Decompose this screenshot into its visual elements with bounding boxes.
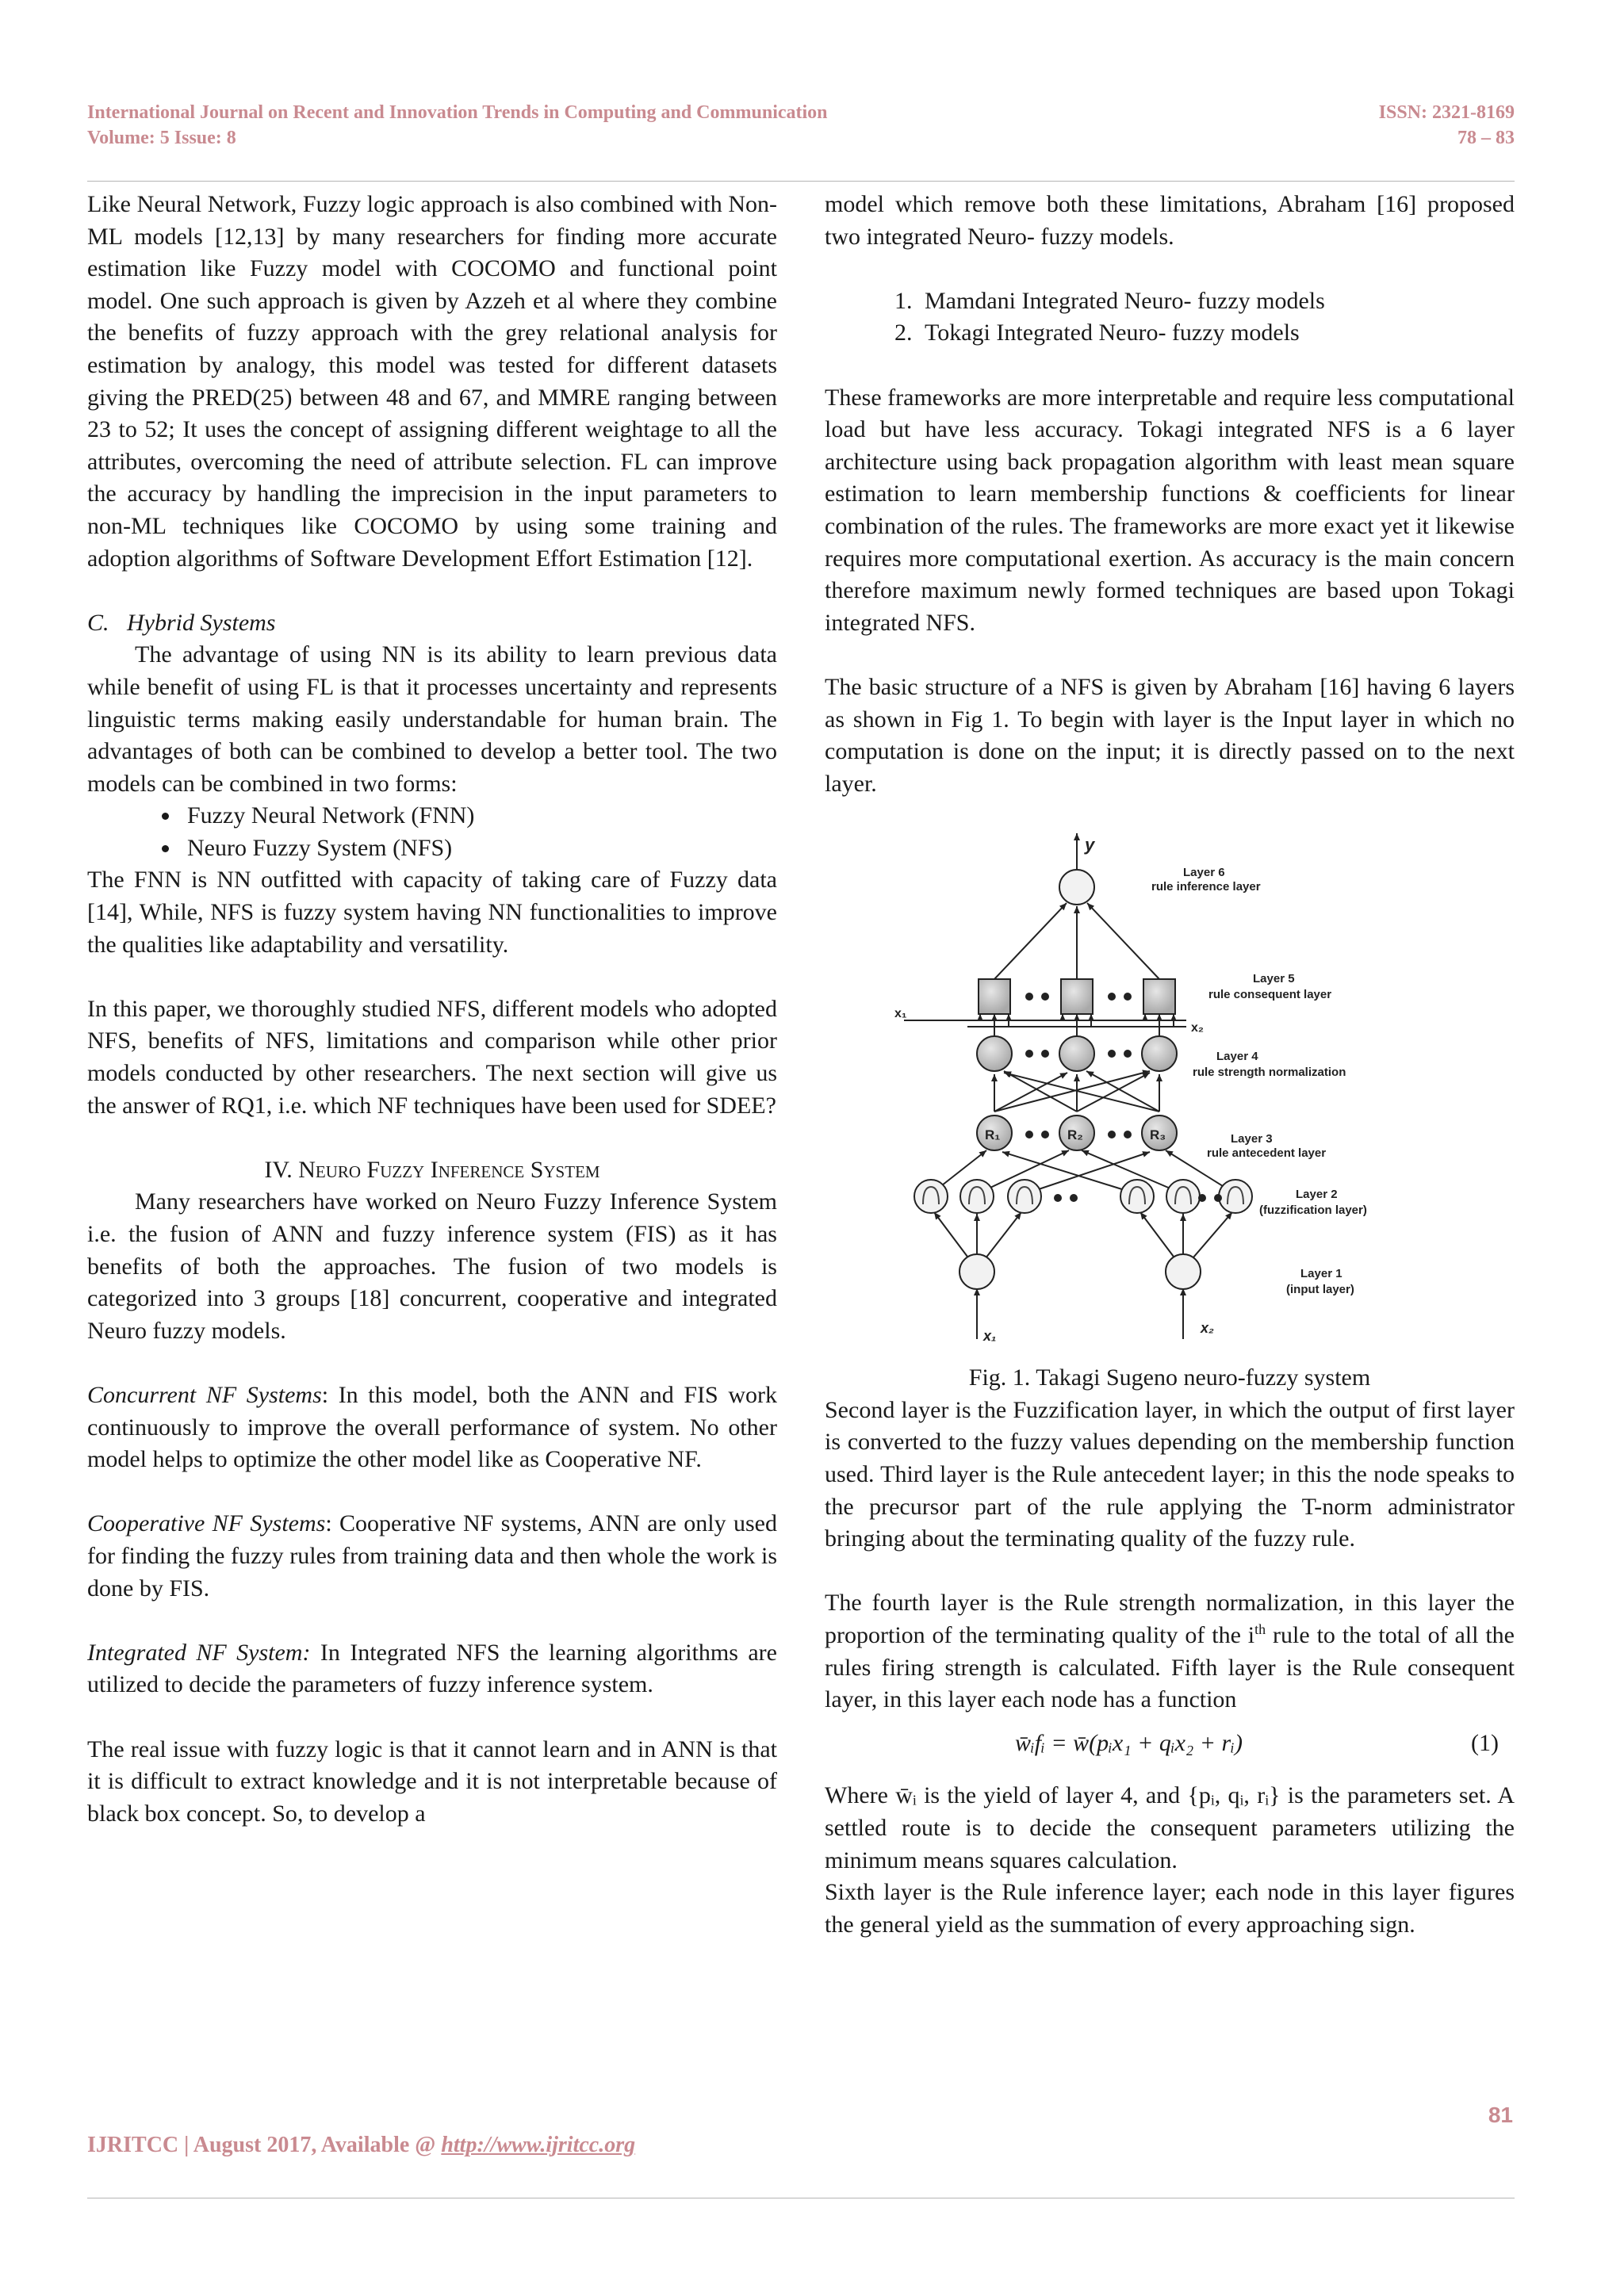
rule-label: R₁	[985, 1127, 1001, 1143]
paragraph: Integrated NF System: In Integrated NFS the learning algorithms are utilized to decide the parameters of fuzzy inference system.	[87, 1639, 777, 1698]
equation-formula: w̄ᵢfᵢ = w̄(pᵢx₁ + qᵢx₂ + rᵢ)	[1015, 1729, 1243, 1756]
page-number: 81	[1488, 2103, 1513, 2127]
list-item: 2. Tokagi Integrated Neuro- fuzzy models	[918, 317, 1515, 350]
subsection-heading: C. Hybrid Systems	[87, 609, 276, 636]
layer-title: Layer 4	[1216, 1050, 1258, 1064]
paragraph: Where w̄ᵢ is the yield of layer 4, and {pᵢ, qᵢ, rᵢ} is the parameters set. A settled route is to decide the consequent parameters utilizing the minimum means squares calculation.	[825, 1782, 1515, 1873]
layer-title: Layer 5	[1253, 972, 1295, 986]
layer-subtitle: rule strength normalization	[1193, 1066, 1346, 1080]
x1-feed-label: x₁	[894, 1007, 907, 1021]
layer-title: Layer 1	[1300, 1267, 1342, 1281]
volume-issue: Volume: 5 Issue: 8	[87, 128, 236, 148]
footer-link[interactable]: http://www.ijritcc.org	[441, 2133, 636, 2157]
layer-subtitle: (fuzzification layer)	[1259, 1203, 1367, 1218]
left-column	[87, 189, 777, 1830]
layer-subtitle: rule consequent layer	[1208, 988, 1332, 1002]
layer-title: Layer 2	[1296, 1188, 1338, 1202]
paragraph: Concurrent NF Systems: In this model, both the ANN and FIS work continuously to improve the overall performance of system. No other model helps to optimize the other model like as Cooperative NF.	[87, 1381, 778, 1473]
term: Integrated NF System:	[87, 1639, 311, 1666]
paragraph: model which remove both these limitations, Abraham [16] proposed two integrated Neuro- fuzzy models.	[825, 191, 1515, 250]
layer-subtitle: rule antecedent layer	[1207, 1146, 1327, 1161]
list-item: • Neuro Fuzzy System (NFS)	[181, 832, 777, 865]
footer	[87, 2133, 635, 2158]
output-label: y	[1085, 835, 1095, 855]
list-item: • Fuzzy Neural Network (FNN)	[181, 800, 777, 832]
right-column	[825, 189, 1515, 1941]
paragraph: Like Neural Network, Fuzzy logic approach is also combined with Non-ML models [12,13] by many researchers for finding more accurate estimation like Fuzzy model with COCOMO and functional point model. One such approach is given by Azzeh et al where they combine the benefits of fuzzy approach with the grey relational analysis for estimation by analogy, this model was tested for different datasets giving the PRED(25) between 48 and 67, and MMRE ranging between 23 to 52; It uses the concept of assigning different weightage to all the attributes, overcoming the need of attribute selection. FL can improve the accuracy by handling the imprecision in the input parameters to non-ML techniques like COCOMO by using some training and adoption algorithms of Software Development Effort Estimation [12].	[87, 191, 777, 572]
paragraph: In this paper, we thoroughly studied NFS, different models who adopted NFS, benefits of NFS, limitations and comparison while other prior models conducted by other researchers. The next section will give us the answer of RQ1, i.e. which NF techniques have been used for SDEE?	[87, 995, 777, 1119]
issn: ISSN: 2321-8169	[1378, 102, 1515, 123]
x2-input-label: x₂	[1201, 1320, 1214, 1337]
layer-subtitle: rule inference layer	[1151, 880, 1261, 894]
paragraph: Second layer is the Fuzzification layer, in which the output of first layer is converted to the fuzzy values depending on the membership function used. Third layer is the Rule antecedent layer; in this the node speaks to the precursor part of the rule applying the T-norm administrator bringing about the terminating quality of the fuzzy rule.	[825, 1396, 1515, 1552]
paragraph: Cooperative NF Systems: Cooperative NF systems, ANN are only used for finding the fuzzy rules from training data and then whole the work is done by FIS.	[87, 1510, 777, 1601]
paragraph: The fourth layer is the Rule strength normalization, in this layer the proportion of the terminating quality of the $i^{th}$ rule to the total of all the rules firing strength is calculated. Fifth layer is the Rule consequent layer, in this layer each node has a function	[825, 1590, 1515, 1713]
x1-input-label: x₁	[983, 1328, 997, 1345]
term: Concurrent NF Systems	[87, 1381, 322, 1408]
paragraph: The basic structure of a NFS is given by Abraham [16] having 6 layers as shown in Fig 1. To begin with layer is the Input layer in which no computation is done on the input; it is directly passed on to the next layer.	[825, 673, 1515, 797]
equation-number: (1)	[1471, 1729, 1499, 1756]
header-divider	[87, 181, 1515, 182]
figure-caption: Fig. 1. Takagi Sugeno neuro-fuzzy system	[968, 1364, 1371, 1391]
rule-label: R₂	[1067, 1127, 1083, 1143]
rule-label: R₃	[1150, 1127, 1166, 1143]
equation-1	[825, 1728, 1515, 1760]
list-item: 1. Mamdani Integrated Neuro- fuzzy models	[918, 285, 1515, 318]
page-range: 78 – 83	[1457, 128, 1515, 148]
paragraph: Many researchers have worked on Neuro Fuzzy Inference System i.e. the fusion of ANN and fuzzy inference system (FIS) as it has benefits of both the approaches. The fusion of two models is categorized into 3 groups [18] concurrent, cooperative and integrated Neuro fuzzy models.	[87, 1188, 777, 1344]
paragraph: The FNN is NN outfitted with capacity of taking care of Fuzzy data [14], While, NFS is fuzzy system having NN functionalities to improve the qualities like adaptability and versatility.	[87, 867, 777, 958]
figure-1	[825, 824, 1515, 1367]
x2-feed-label: x₂	[1191, 1021, 1205, 1035]
nfs-architecture-diagram	[825, 824, 1515, 1367]
paragraph: The advantage of using NN is its ability to learn previous data while benefit of using FL is that it processes uncertainty and represents linguistic terms making easily understandable for human brain. The advantages of both can be combined to develop a better tool. The two models can be combined in two forms:	[87, 641, 777, 797]
layer-title: Layer 6	[1183, 866, 1225, 880]
journal-title: International Journal on Recent and Innovation Trends in Computing and Communication	[87, 102, 828, 123]
term: Cooperative NF Systems	[87, 1510, 326, 1537]
layer-title: Layer 3	[1231, 1132, 1273, 1146]
section-heading: IV. Neuro Fuzzy Inference System	[264, 1156, 600, 1183]
bullet-list	[87, 800, 777, 864]
footer-text: IJRITCC | August 2017, Available @	[87, 2133, 442, 2157]
paragraph: The real issue with fuzzy logic is that it cannot learn and in ANN is that it is difficult to extract knowledge and it is not interpretable because of black box concept. So, to develop a	[87, 1735, 777, 1827]
numbered-list	[825, 285, 1515, 350]
paragraph: These frameworks are more interpretable and require less computational load but have less accuracy. Tokagi integrated NFS is a 6 layer architecture using back propagation algorithm with least mean square estimation to learn membership functions & coefficients for linear combination of the rules. The frameworks are more exact yet it likewise requires more computational exertion. As accuracy is the main concern therefore maximum newly formed techniques are based upon Tokagi integrated NFS.	[825, 384, 1515, 636]
paragraph: Sixth layer is the Rule inference layer; each node in this layer figures the general yield as the summation of every approaching sign.	[825, 1879, 1515, 1938]
layer-subtitle: (input layer)	[1286, 1283, 1354, 1297]
